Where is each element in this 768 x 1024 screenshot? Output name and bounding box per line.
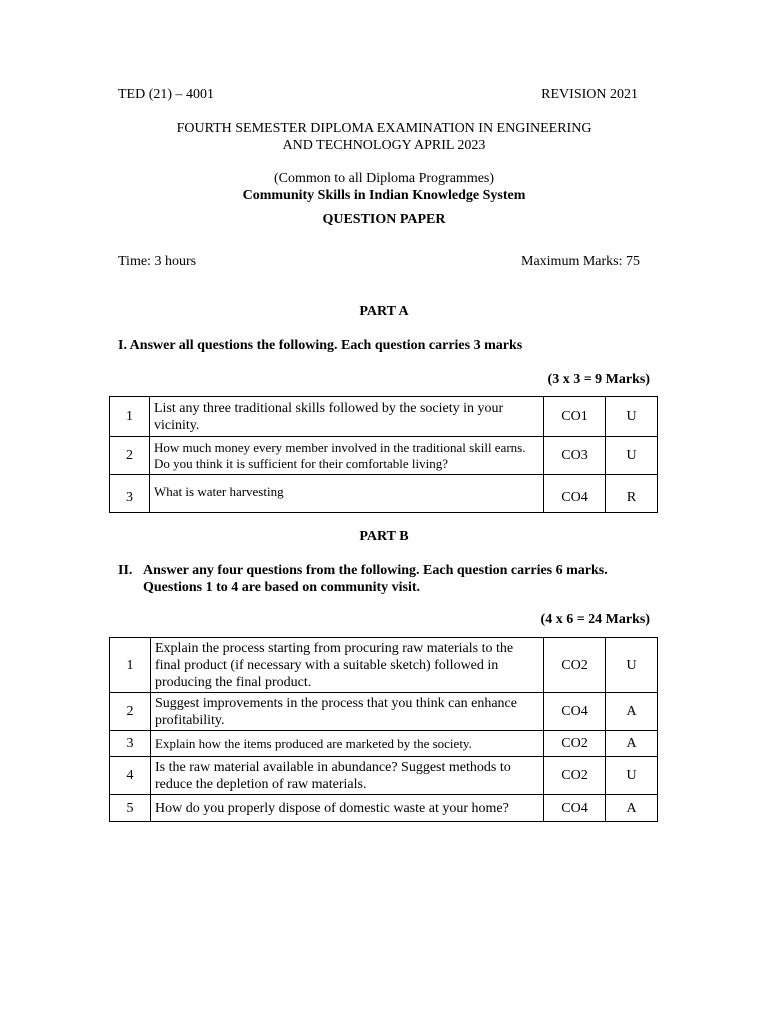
- part-b-table: [109, 637, 658, 822]
- part-a-instruction: I. Answer all questions the following. Each question carries 3 marks: [118, 338, 523, 353]
- course-outcome: CO4: [544, 693, 606, 731]
- cognitive-level: U: [606, 638, 658, 693]
- table-row: [110, 475, 658, 513]
- part-b-heading: PART B: [359, 529, 409, 544]
- question-text: List any three traditional skills followed by the society in your vicinity.: [150, 397, 544, 437]
- table-row: [110, 795, 658, 822]
- part-b-instruction-line2: Questions 1 to 4 are based on community visit.: [143, 580, 421, 595]
- cognitive-level: U: [606, 437, 658, 475]
- subject-title: Community Skills in Indian Knowledge System: [242, 188, 526, 203]
- exam-title-line1: FOURTH SEMESTER DIPLOMA EXAMINATION IN ENGINEERING: [176, 121, 592, 136]
- paper-code: TED (21) – 4001: [118, 87, 215, 102]
- question-text: Explain how the items produced are marketed by the society.: [151, 731, 544, 757]
- course-outcome: CO3: [544, 437, 606, 475]
- course-outcome: CO4: [544, 795, 606, 822]
- question-number: 1: [110, 397, 150, 437]
- table-row: [110, 693, 658, 731]
- question-text: Is the raw material available in abundance? Suggest methods to reduce the depletion of raw materials.: [151, 757, 544, 795]
- question-number: 3: [110, 731, 151, 757]
- question-number: 3: [110, 475, 150, 513]
- question-number: 2: [110, 693, 151, 731]
- table-row: [110, 638, 658, 693]
- cognitive-level: U: [606, 397, 658, 437]
- common-note: (Common to all Diploma Programmes): [273, 171, 495, 186]
- revision-label: REVISION 2021: [541, 87, 638, 102]
- part-a-heading: PART A: [359, 304, 409, 319]
- course-outcome: CO2: [544, 731, 606, 757]
- part-b-instruction-line1: Answer any four questions from the following. Each question carries 6 marks.: [143, 563, 608, 578]
- course-outcome: CO2: [544, 638, 606, 693]
- cognitive-level: R: [606, 475, 658, 513]
- question-text: How much money every member involved in the traditional skill earns. Do you think it is sufficient for their comfortable living?: [150, 437, 544, 475]
- part-b-instruction-number: II.: [118, 563, 133, 578]
- time-label: Time: 3 hours: [118, 254, 197, 269]
- exam-title-line2: AND TECHNOLOGY APRIL 2023: [282, 138, 486, 153]
- question-paper-heading: QUESTION PAPER: [322, 212, 446, 227]
- question-number: 1: [110, 638, 151, 693]
- question-text: How do you properly dispose of domestic waste at your home?: [151, 795, 544, 822]
- max-marks-label: Maximum Marks: 75: [521, 254, 640, 269]
- cognitive-level: A: [606, 693, 658, 731]
- course-outcome: CO4: [544, 475, 606, 513]
- part-a-marks: (3 x 3 = 9 Marks): [547, 372, 650, 387]
- cognitive-level: U: [606, 757, 658, 795]
- part-b-marks: (4 x 6 = 24 Marks): [540, 612, 650, 627]
- question-text: Explain the process starting from procuring raw materials to the final product (if necessary with a suitable sketch) followed in producing the final product.: [151, 638, 544, 693]
- question-number: 5: [110, 795, 151, 822]
- table-row: [110, 397, 658, 437]
- cognitive-level: A: [606, 731, 658, 757]
- question-text: Suggest improvements in the process that you think can enhance profitability.: [151, 693, 544, 731]
- table-row: [110, 731, 658, 757]
- cognitive-level: A: [606, 795, 658, 822]
- course-outcome: CO2: [544, 757, 606, 795]
- question-text: What is water harvesting: [150, 475, 544, 513]
- part-a-table: [109, 396, 658, 513]
- table-row: [110, 757, 658, 795]
- question-number: 4: [110, 757, 151, 795]
- table-row: [110, 437, 658, 475]
- question-number: 2: [110, 437, 150, 475]
- course-outcome: CO1: [544, 397, 606, 437]
